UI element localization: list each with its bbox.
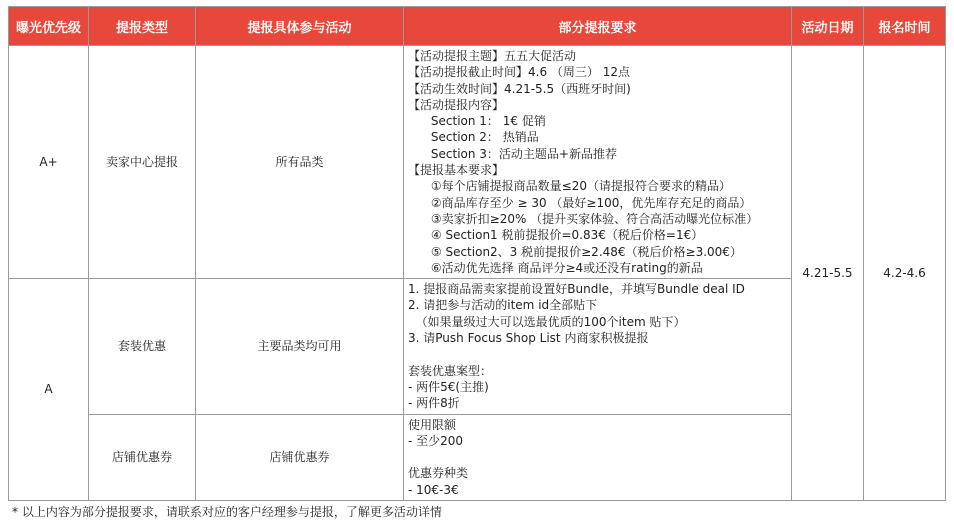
type-cell: 卖家中心提报: [89, 46, 196, 279]
priority-cell: A: [9, 279, 89, 501]
requirement-line: ⑥活动优先选择 商品评分≥4或还没有rating的新品: [408, 260, 703, 275]
activity-cell: 所有品类: [196, 46, 404, 279]
footnote: * 以上内容为部分提报要求，请联系对应的客户经理参与提报，了解更多活动详情: [12, 505, 442, 519]
requirement-line: Section 3：活动主题品+新品推荐: [408, 146, 617, 161]
header-activity-date: 活动日期: [792, 7, 864, 46]
priority-cell: A+: [9, 46, 89, 279]
type-cell: 套装优惠: [89, 279, 196, 414]
header-priority: 曝光优先级: [9, 7, 89, 46]
requirement-line: 【活动提报内容】: [408, 97, 505, 112]
requirement-line: 【活动提报截止时间】4.6 （周三） 12点: [408, 65, 630, 80]
requirement-line: 2. 请把参与活动的item id全部贴下: [408, 298, 598, 313]
activity-cell: 主要品类均可用: [196, 279, 404, 414]
requirement-line: ①每个店铺提报商品数量≤20（请提报符合要求的精品）: [408, 179, 731, 194]
promotion-table: [8, 6, 946, 501]
requirement-line: Section 2： 热销品: [408, 130, 539, 145]
requirement-line: [408, 346, 787, 362]
requirement-line: 【活动提报主题】五五大促活动: [408, 49, 577, 63]
signup-time-cell: 4.2-4.6: [864, 46, 946, 501]
requirements-cell: [404, 279, 792, 414]
header-signup-time: 报名时间: [864, 7, 946, 46]
requirement-line: 【活动生效时间】4.21-5.5（西班牙时间): [408, 81, 631, 96]
requirement-line: - 至少200: [408, 433, 464, 448]
header-row: [9, 7, 946, 46]
type-cell: 店铺优惠券: [89, 414, 196, 500]
requirement-line: - 10€-3€: [408, 482, 459, 497]
header-type: 提报类型: [89, 7, 196, 46]
requirement-line: 【提报基本要求】: [408, 163, 505, 178]
requirement-line: （如果量级过大可以选最优质的100个item 贴下）: [408, 314, 686, 329]
requirements-cell: [404, 414, 792, 500]
requirement-line: [408, 449, 787, 465]
requirement-line: 套装优惠案型：: [408, 363, 493, 378]
requirement-line: - 两件5€(主推): [408, 379, 489, 394]
activity-date-cell: 4.21-5.5: [792, 46, 864, 501]
requirement-line: ⑤ Section2、3 税前提报价≥2.48€（税后价格≥3.00€）: [408, 244, 742, 259]
requirement-line: Section 1： 1€ 促销: [408, 114, 546, 129]
requirement-line: ④ Section1 税前提报价=0.83€（税后价格=1€）: [408, 228, 704, 243]
header-requirements: 部分提报要求: [404, 7, 792, 46]
requirement-line: 1. 提报商品需卖家提前设置好Bundle，并填写Bundle deal ID: [408, 282, 745, 297]
header-activity: 提报具体参与活动: [196, 7, 404, 46]
requirement-line: ②商品库存至少 ≥ 30 （最好≥100，优先库存充足的商品）: [408, 195, 752, 210]
requirement-line: 使用限额: [408, 417, 457, 432]
table-row: [9, 46, 946, 279]
requirement-line: ③卖家折扣≥20% （提升买家体验、符合高活动曝光位标准）: [408, 211, 759, 226]
requirements-cell: [404, 46, 792, 279]
requirement-line: 3. 请Push Focus Shop List 内商家积极提报: [408, 331, 649, 346]
requirement-line: 优惠券种类: [408, 466, 469, 481]
activity-cell: 店铺优惠券: [196, 414, 404, 500]
requirement-line: - 两件8折: [408, 396, 460, 411]
